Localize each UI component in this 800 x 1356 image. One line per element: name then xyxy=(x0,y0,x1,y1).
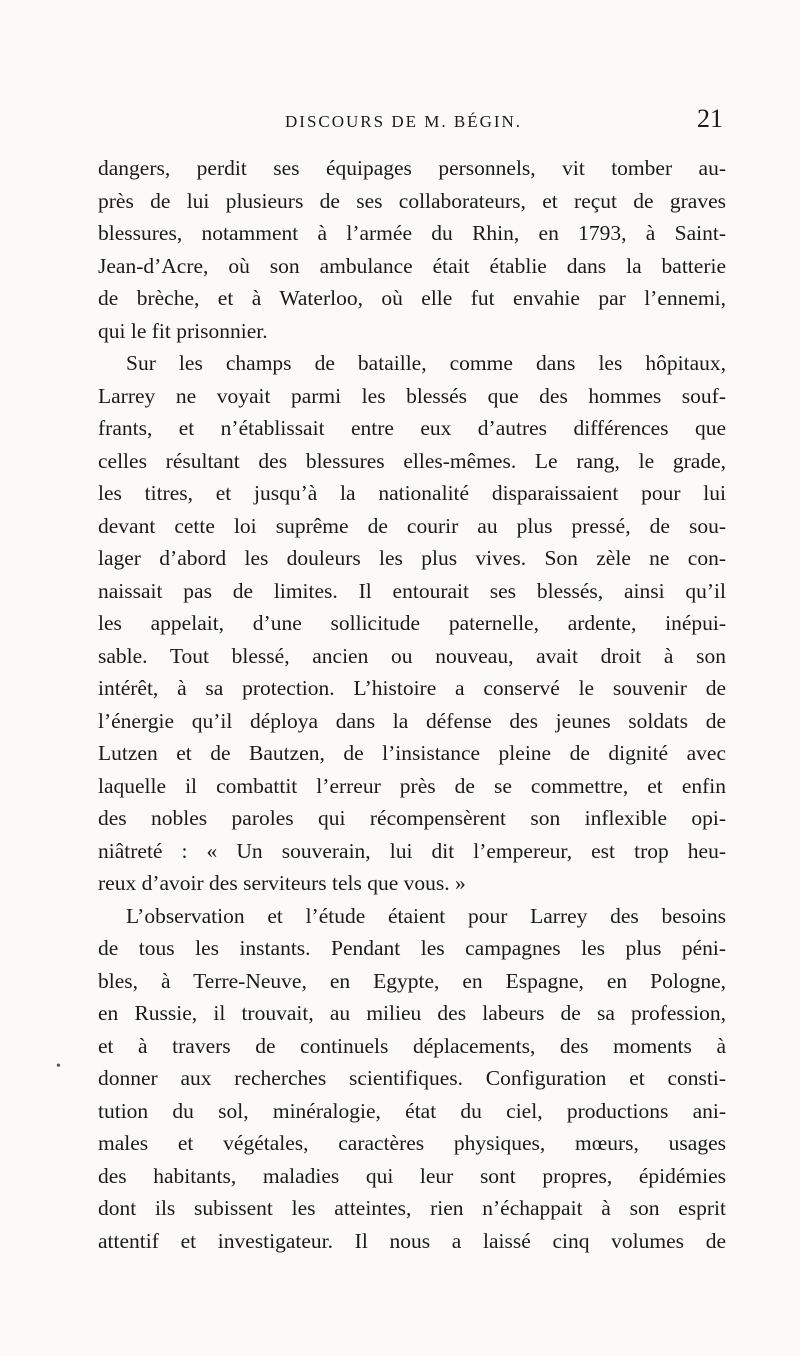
text-line: Lutzen et de Bautzen, de l’insistance pleine de dignité avec xyxy=(98,741,726,765)
text-line: devant cette loi suprême de courir au plus pressé, de sou- xyxy=(98,513,726,538)
text-line: des habitants, maladies qui leur sont propres, épidémies xyxy=(98,1163,726,1188)
body-text xyxy=(98,152,726,1257)
text-line: lager d’abord les douleurs les plus vives. Son zèle ne con- xyxy=(98,546,726,570)
text-line: près de lui plusieurs de ses collaborateurs, et reçut de graves xyxy=(98,188,726,213)
text-line: les titres, et jusqu’à la nationalité disparaissaient pour lui xyxy=(98,481,726,505)
text-line: Jean-d’Acre, où son ambulance était établie dans la batterie xyxy=(98,253,726,278)
text-line: intérêt, à sa protection. L’histoire a conservé le souvenir de xyxy=(98,676,726,700)
text-line: tution du sol, minéralogie, état du ciel, productions ani- xyxy=(98,1098,726,1123)
text-line: attentif et investigateur. Il nous a laissé cinq volumes de xyxy=(98,1228,726,1253)
text-line: dangers, perdit ses équipages personnels, vit tomber au- xyxy=(98,156,726,180)
text-line: L’observation et l’étude étaient pour Larrey des besoins xyxy=(126,903,726,928)
text-line: celles résultant des blessures elles-mêmes. Le rang, le grade, xyxy=(98,448,726,473)
text-line: en Russie, il trouvait, au milieu des labeurs de sa profession, xyxy=(98,1001,726,1025)
text-line: niâtreté : « Un souverain, lui dit l’empereur, est trop heu- xyxy=(98,838,726,863)
text-line: qui le fit prisonnier. xyxy=(98,318,268,343)
text-line: males et végétales, caractères physiques, mœurs, usages xyxy=(98,1131,726,1155)
text-line: reux d’avoir des serviteurs tels que vous. » xyxy=(98,871,466,895)
text-line: blessures, notamment à l’armée du Rhin, en 1793, à Saint- xyxy=(98,221,726,245)
running-head xyxy=(0,104,800,144)
text-line: laquelle il combattit l’erreur près de se commettre, et enfin xyxy=(98,773,726,798)
running-title: DISCOURS DE M. BÉGIN. xyxy=(285,112,523,131)
page-number: 21 xyxy=(697,104,723,133)
text-line: frants, et n’établissait entre eux d’autres différences que xyxy=(98,416,726,440)
text-line: sable. Tout blessé, ancien ou nouveau, avait droit à son xyxy=(98,643,726,668)
text-line: des nobles paroles qui récompensèrent son inflexible opi- xyxy=(98,806,726,830)
text-line: bles, à Terre-Neuve, en Egypte, en Espagne, en Pologne, xyxy=(98,968,726,993)
text-line: les appelait, d’une sollicitude paternelle, ardente, inépui- xyxy=(98,611,726,635)
margin-mark: • xyxy=(56,1059,61,1074)
text-line: dont ils subissent les atteintes, rien n’échappait à son esprit xyxy=(98,1196,726,1220)
text-line: Sur les champs de bataille, comme dans les hôpitaux, xyxy=(126,351,726,375)
text-line: de brèche, et à Waterloo, où elle fut envahie par l’ennemi, xyxy=(98,286,726,310)
text-line: et à travers de continuels déplacements, des moments à xyxy=(98,1033,726,1058)
text-line: naissait pas de limites. Il entourait ses blessés, ainsi qu’il xyxy=(98,578,726,603)
text-line: donner aux recherches scientifiques. Configuration et consti- xyxy=(98,1066,726,1090)
text-line: de tous les instants. Pendant les campagnes les plus péni- xyxy=(98,936,726,960)
text-line: Larrey ne voyait parmi les blessés que des hommes souf- xyxy=(98,383,726,408)
text-line: l’énergie qu’il déploya dans la défense des jeunes soldats de xyxy=(98,708,726,733)
